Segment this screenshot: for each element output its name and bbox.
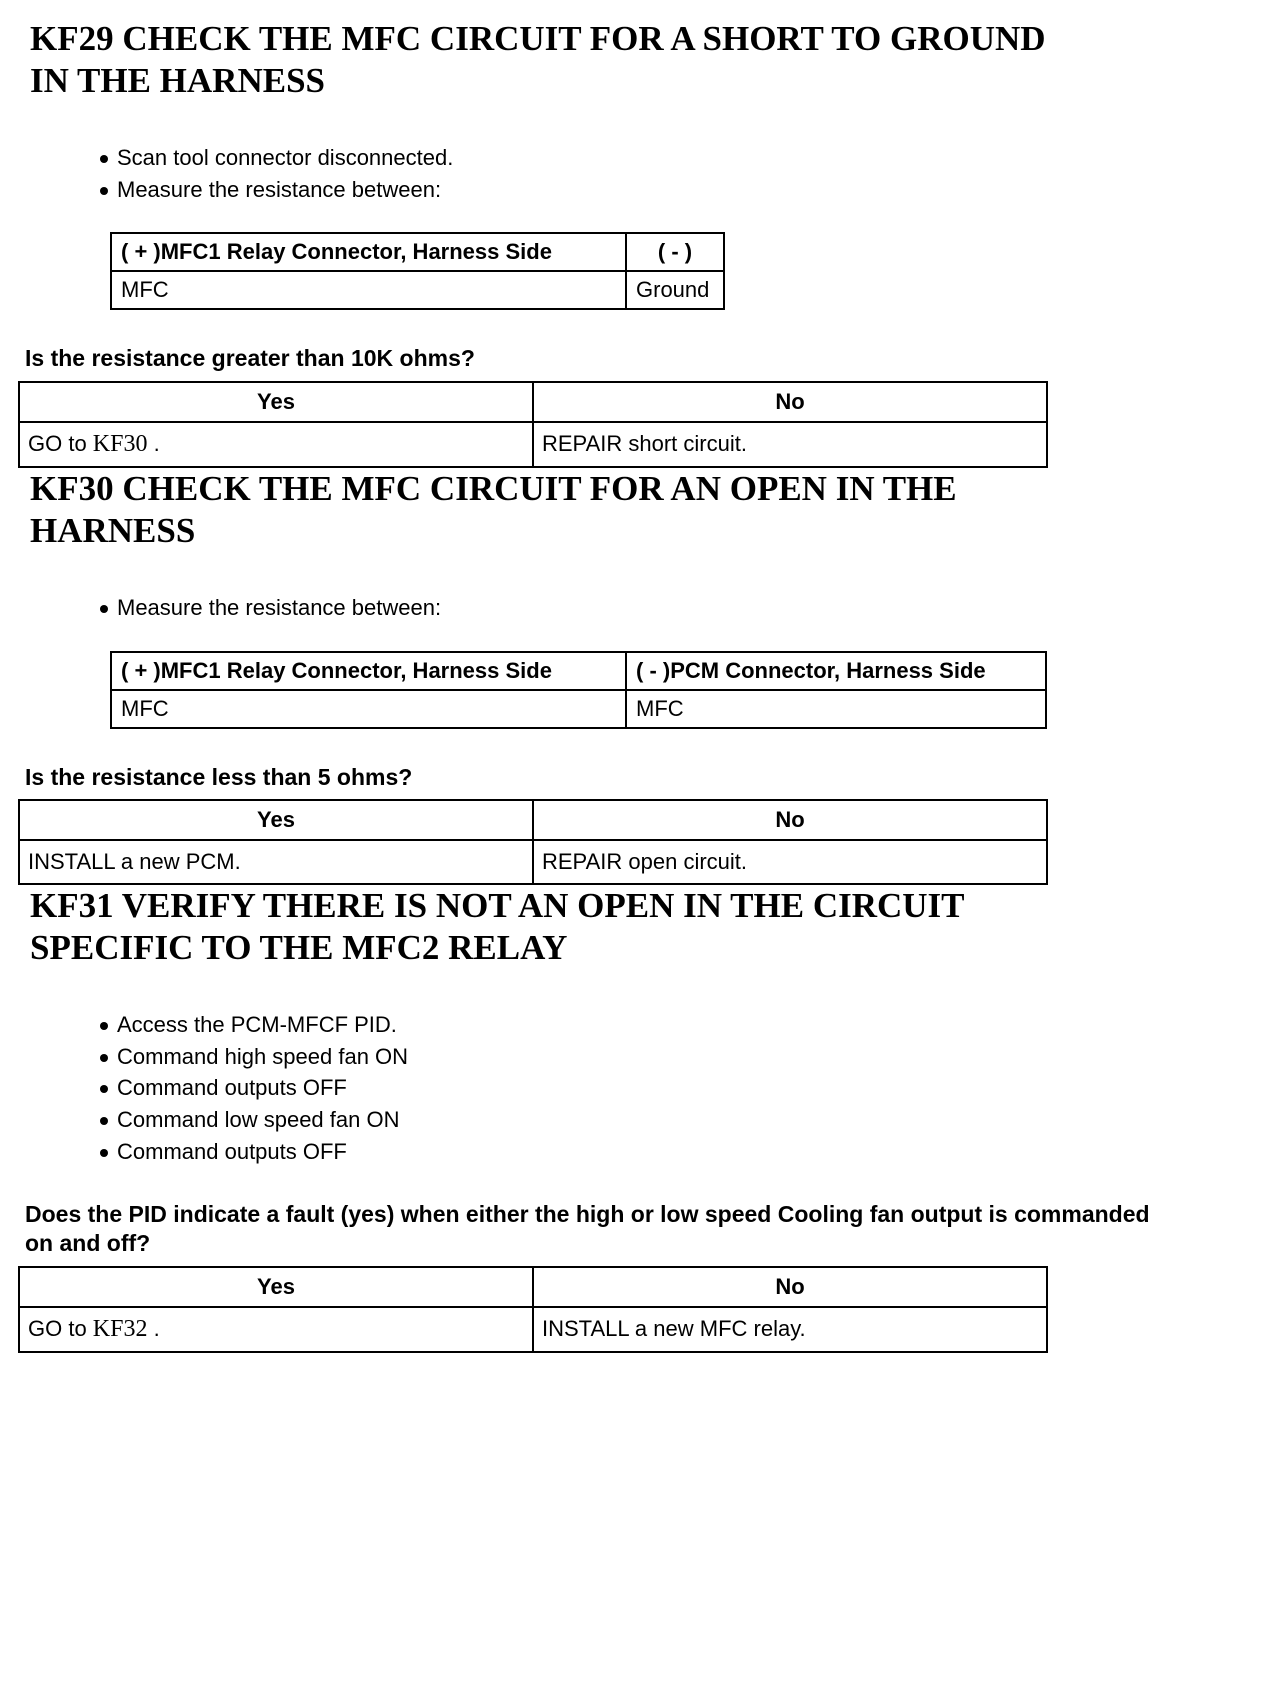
table-row bbox=[111, 271, 724, 309]
kf30-decision-table bbox=[18, 799, 1048, 885]
yes-header-cell: Yes bbox=[19, 800, 533, 840]
kf29-bullet-list bbox=[100, 144, 1246, 204]
bullet-item bbox=[100, 176, 1246, 205]
yes-header-cell: Yes bbox=[19, 1267, 533, 1307]
section-kf29-title: KF29 CHECK THE MFC CIRCUIT FOR A SHORT TO GROUND IN THE HARNESS bbox=[30, 19, 1046, 100]
no-header-cell: No bbox=[533, 382, 1047, 422]
yes-action-text: GO to bbox=[28, 1315, 93, 1341]
kf30-measurement-table bbox=[110, 651, 1047, 729]
bullet-icon bbox=[100, 1149, 108, 1157]
yes-action-cell bbox=[19, 1307, 533, 1352]
section-kf31 bbox=[18, 885, 1246, 1352]
section-kf30-title: KF30 CHECK THE MFC CIRCUIT FOR AN OPEN IN THE HARNESS bbox=[30, 468, 957, 550]
bullet-item bbox=[100, 1074, 1246, 1103]
bullet-icon bbox=[100, 1054, 108, 1062]
table-row bbox=[19, 422, 1047, 467]
bullet-item bbox=[100, 144, 1246, 173]
bullet-text: Access the PCM-MFCF PID. bbox=[117, 1012, 397, 1038]
kf30-question: Is the resistance less than 5 ohms? bbox=[25, 763, 413, 790]
positive-lead-header-cell: ( + )MFC1 Relay Connector, Harness Side bbox=[111, 233, 626, 271]
kf29-question: Is the resistance greater than 10K ohms? bbox=[25, 345, 475, 372]
yes-action-cell bbox=[19, 422, 533, 467]
negative-lead-value-cell: Ground bbox=[626, 271, 724, 309]
bullet-item bbox=[100, 594, 1246, 623]
bullet-text: Command outputs OFF bbox=[117, 1138, 347, 1164]
kf29-decision-table bbox=[18, 381, 1048, 468]
no-action-cell: REPAIR open circuit. bbox=[533, 840, 1047, 884]
yes-header-cell: Yes bbox=[19, 382, 533, 422]
bullet-icon bbox=[100, 187, 108, 195]
section-kf31-title: KF31 VERIFY THERE IS NOT AN OPEN IN THE CIRCUIT SPECIFIC TO THE MFC2 RELAY bbox=[30, 886, 964, 968]
kf32-link[interactable]: KF32 bbox=[92, 1315, 148, 1342]
section-kf30 bbox=[18, 468, 1246, 885]
table-row bbox=[19, 840, 1047, 884]
positive-lead-value-cell: MFC bbox=[111, 690, 626, 728]
table-header-row bbox=[111, 652, 1046, 690]
kf29-measurement-table bbox=[110, 232, 725, 310]
negative-lead-header-cell: ( - ) bbox=[626, 233, 724, 271]
bullet-text: Command outputs OFF bbox=[117, 1075, 347, 1101]
section-kf29 bbox=[18, 18, 1246, 468]
bullet-icon bbox=[100, 1117, 108, 1125]
bullet-text: Scan tool connector disconnected. bbox=[117, 145, 454, 170]
bullet-text: Command high speed fan ON bbox=[117, 1043, 409, 1069]
kf31-question: Does the PID indicate a fault (yes) when either the high or low speed Cooling fan output is commanded on and off? bbox=[25, 1201, 1150, 1256]
table-header-row bbox=[19, 800, 1047, 840]
table-header-row bbox=[19, 382, 1047, 422]
positive-lead-header-cell: ( + )MFC1 Relay Connector, Harness Side bbox=[111, 652, 626, 690]
no-action-cell: REPAIR short circuit. bbox=[533, 422, 1047, 467]
bullet-icon bbox=[100, 1085, 108, 1093]
yes-action-suffix: . bbox=[147, 430, 160, 456]
no-header-cell: No bbox=[533, 800, 1047, 840]
table-row bbox=[111, 690, 1046, 728]
bullet-icon bbox=[100, 605, 108, 613]
kf31-decision-table bbox=[18, 1266, 1048, 1353]
table-row bbox=[19, 1307, 1047, 1352]
no-action-cell: INSTALL a new MFC relay. bbox=[533, 1307, 1047, 1352]
kf31-bullet-list bbox=[100, 1011, 1246, 1166]
negative-lead-value-cell: MFC bbox=[626, 690, 1046, 728]
table-header-row bbox=[111, 233, 724, 271]
positive-lead-value-cell: MFC bbox=[111, 271, 626, 309]
yes-action-cell: INSTALL a new PCM. bbox=[19, 840, 533, 884]
bullet-text: Command low speed fan ON bbox=[117, 1107, 400, 1133]
bullet-icon bbox=[100, 1022, 108, 1030]
bullet-item bbox=[100, 1106, 1246, 1135]
kf30-link[interactable]: KF30 bbox=[92, 430, 148, 457]
bullet-text: Measure the resistance between: bbox=[117, 176, 442, 202]
bullet-text: Measure the resistance between: bbox=[117, 594, 442, 620]
bullet-item bbox=[100, 1011, 1246, 1040]
table-header-row bbox=[19, 1267, 1047, 1307]
yes-action-suffix: . bbox=[147, 1315, 160, 1341]
no-header-cell: No bbox=[533, 1267, 1047, 1307]
yes-action-text: GO to bbox=[28, 430, 93, 456]
bullet-item bbox=[100, 1043, 1246, 1072]
negative-lead-header-cell: ( - )PCM Connector, Harness Side bbox=[626, 652, 1046, 690]
kf30-bullet-list bbox=[100, 594, 1246, 623]
bullet-item bbox=[100, 1138, 1246, 1167]
bullet-icon bbox=[100, 155, 108, 163]
